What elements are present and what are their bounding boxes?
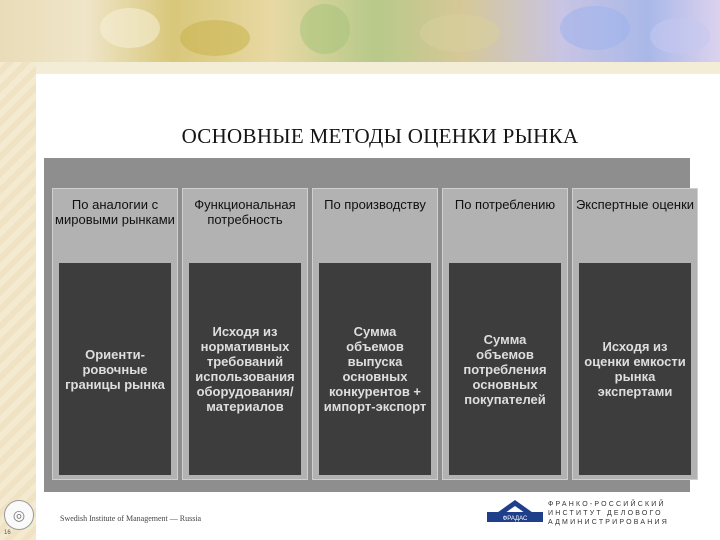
method-header: По аналогии с мировыми рынками (55, 197, 175, 227)
footer-right-caption: ФРАНКО-РОССИЙСКИЙ ИНСТИТУТ ДЕЛОВОГО АДМИНИСТРИРОВАНИЯ (548, 501, 669, 526)
method-column-consumption (442, 188, 568, 480)
method-description: Сумма объемов выпуска основных конкурентов + импорт-экспорт (319, 263, 431, 475)
method-header: Функциональная потребность (194, 197, 296, 227)
method-column-analogy (52, 188, 178, 480)
page-number: 16 (4, 530, 11, 536)
method-header: По потреблению (454, 197, 556, 212)
slide-title: ОСНОВНЫЕ МЕТОДЫ ОЦЕНКИ РЫНКА (181, 124, 579, 148)
footer-left-caption: Swedish Institute of Management — Russia (60, 514, 202, 523)
method-column-expert (572, 188, 698, 480)
banner-band (36, 62, 720, 74)
method-description: Исходя из нормативных требований использования оборудования/ материалов (189, 263, 301, 475)
fradas-logo-icon (487, 498, 543, 522)
decorative-banner (0, 0, 720, 62)
method-description: Ориенти-ровочные границы рынка (59, 263, 171, 475)
institute-logo-icon: ◎ (4, 500, 34, 530)
method-column-functional-need (182, 188, 308, 480)
method-header: По производству (324, 197, 426, 212)
method-header: Экспертные оценки (575, 197, 695, 212)
method-description: Исходя из оценки емкости рынка экспертами (579, 263, 691, 475)
fradas-logo-text: ФРАДАС (502, 516, 528, 522)
method-column-production (312, 188, 438, 480)
background-left-strip (0, 0, 36, 540)
method-description: Сумма объемов потребления основных покупателей (449, 263, 561, 475)
